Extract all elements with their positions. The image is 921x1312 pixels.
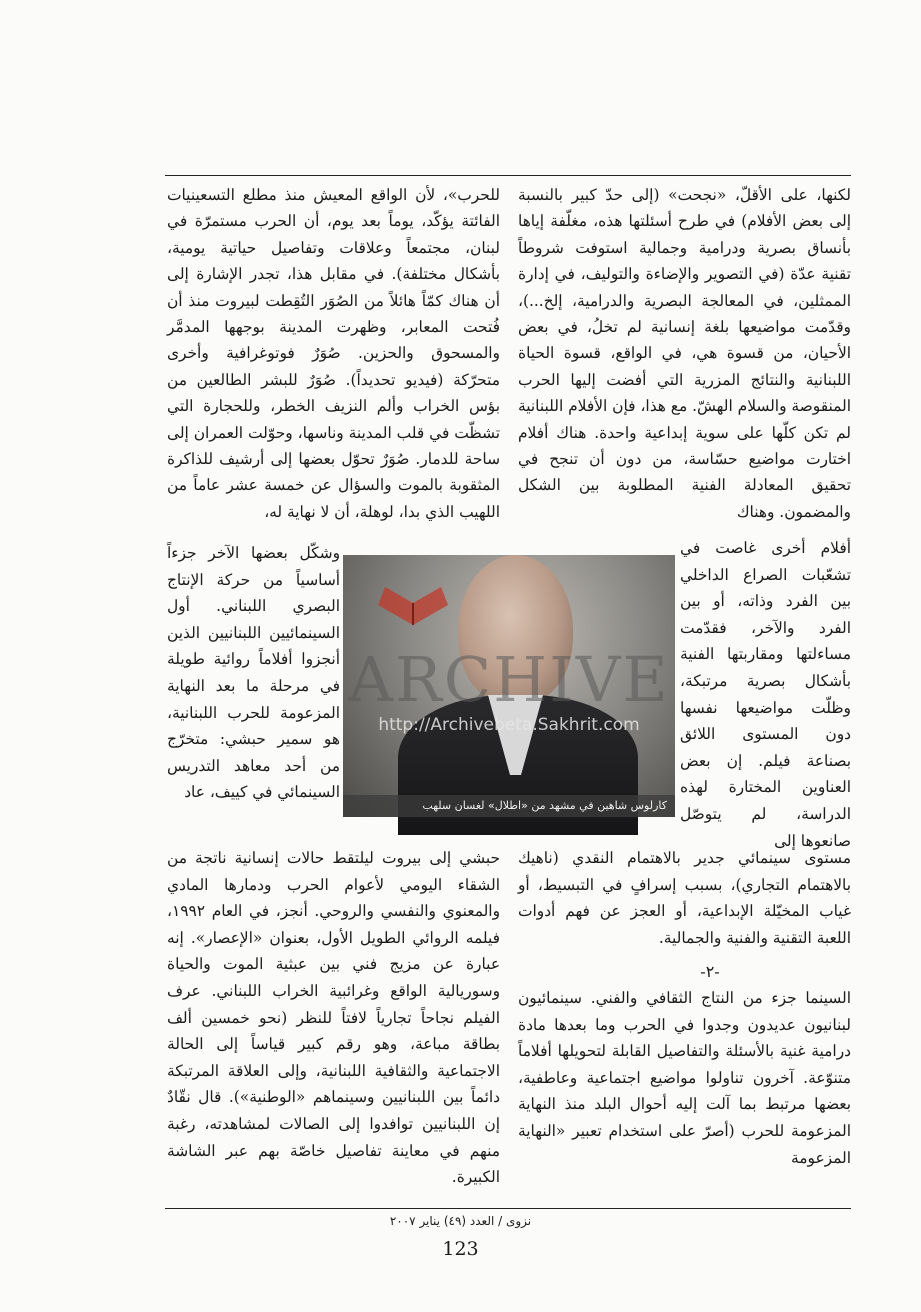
article-column-left-wrap: وشكّل بعضها الآخر جزءاً أساسياً من حركة الإنتاج البصري اللبناني. أول السينمائيين اللبنانيين الذين أنجزوا أفلاماً روائية طويلة في مرحلة ما بعد النهاية المزعومة للحرب اللبنانية، هو سمير حبشي: متخرّج من أحد معاهد التدريس السينمائي في كييف، عاد bbox=[167, 544, 340, 802]
bottom-rule bbox=[165, 1208, 851, 1209]
archive-book-logo-icon bbox=[373, 575, 453, 635]
article-column-right-section2: السينما جزء من النتاج الثقافي والفني. سينمائيون لبنانيون عديدون وجدوا في الحرب وما بعدها مادة درامية غنية بالأسئلة والتفاصيل القابلة لتحويلها أفلاماً متنوّعة. آخرون تناولوا مواضيع اجتماعية وعاطفية، بعضها مرتبط بما آلت إليه أحوال البلد منذ النهاية المزعومة للحرب (أصرّ على استخدام تعبير «النهاية المزعومة bbox=[518, 989, 851, 1167]
photo-caption: كارلوس شاهين في مشهد من «اطلال» لغسان سلهب bbox=[343, 795, 675, 817]
article-column-right-continued: مستوى سينمائي جدير بالاهتمام النقدي (ناهيك بالاهتمام التجاري)، بسبب إسرافٍ في التبسيط، أو غياب المخيّلة الإبداعية، أو العجز عن فهم أدوات اللعبة التقنية والفنية والجمالية. bbox=[518, 849, 851, 947]
article-column-left-continued: حبشي إلى بيروت ليلتقط حالات إنسانية ناتجة من الشقاء اليومي لأعوام الحرب ودمارها المادي والمعنوي والنفسي والروحي. أنجز، في العام ١٩٩٢، فيلمه الروائي الطويل الأول، بعنوان «الإعصار». إنه عبارة عن مزيج فني بين عبثية الموت والحياة وسوريالية الواقع وغرائبية الخراب اللبناني. عرف الفيلم نجاحاً تجارياً لافتاً للنظر (نحو خمسين ألف بطاقة مباعة، وهو رقم كبير قياساً إلى الحالة الاجتماعية والثقافية اللبنانية، وإلى العلاقة المرتبكة دائماً بين اللبنانيين وسينماهم «الوطنية»). قال نقّادٌ إن اللبنانيين توافدوا إلى الصالات لمشاهدته، رغبة منهم في معاينة تفاصيل خاصّة بهم عبر الشاشة الكبيرة. bbox=[167, 849, 500, 1187]
issue-footer: نزوى / العدد (٤٩) يناير ٢٠٠٧ bbox=[389, 1214, 532, 1228]
archive-watermark-url: http://Archivebeta.Sakhrit.com bbox=[378, 715, 640, 735]
top-rule bbox=[165, 175, 851, 176]
film-still-photo bbox=[343, 555, 675, 817]
article-column-left-top: للحرب»، لأن الواقع المعيش منذ مطلع التسعينيات الفائتة يؤكّد، يوماً بعد يوم، أن الحرب مستمرّة في لبنان، مجتمعاً وعلاقات وتفاصيل حياتية يومية، بأشكال مختلفة). في مقابل هذا، تجدر الإشارة إلى أن هناك كمّاً هائلاً من الصُوَر التُقِطت لبيروت منذ أن فُتحت المعابر، وظهرت المدينة بوجهها المدمَّر والمسحوق والحزين. صُوَرٌ فوتوغرافية وأخرى متحرّكة (فيديو تحديداً). صُوَرٌ للبشر الطالعين من بؤس الخراب وألم النزيف الخطر، وللحجارة التي تشظّت في قلب المدينة وناسها، وحوّلت العمران إلى ساحة للدمار. صُوَرٌ تحوّل بعضها إلى أرشيف للذاكرة المثقوبة بالموت والسؤال عن خمسة عشر عاماً من اللهيب الذي بدا، لوهلة، أن لا نهاية له، bbox=[167, 186, 500, 521]
section-number: -٢- bbox=[700, 962, 720, 981]
article-column-right-top: لكنها، على الأقلّ، «نجحت» (إلى حدّ كبير بالنسبة إلى بعض الأفلام) في طرح أسئلتها هذه، مغلّفة إياها بأنساق بصرية ودرامية وجمالية استوفت شروطاً تقنية عدّة (في التصوير والإضاءة والتوليف، في إدارة الممثلين، في المعالجة البصرية والدرامية، إلخ...)، وقدّمت مواضيعها بلغة إنسانية لم تخلُ، في بعض الأحيان، من قسوة هي، في الواقع، قسوة الحياة اللبنانية والنتائج المزرية التي أفضت إليها الحرب المنقوصة والسلام الهشّ. مع هذا، فإن الأفلام اللبنانية لم تكن كلّها على سوية إبداعية واحدة. هناك أفلام اختارت مواضيع حسّاسة، من دون أن تنجح في تحقيق المعادلة الفنية المطلوبة بين الشكل والمضمون. وهناك bbox=[518, 186, 851, 521]
archive-watermark: ARCHIVE bbox=[348, 643, 670, 716]
article-column-right-wrap: أفلام أخرى غاصت في تشعّبات الصراع الداخلي بين الفرد وذاته، أو بين الفرد والآخر، فقدّمت مساءلتها ومقاربتها الفنية بأشكال بصرية مرتبكة، وظلّت مواضيعها نفسها دون المستوى اللائق بصناعة فيلم. إن بعض العناوين المختارة لهذه الدراسة، لم يتوصّل صانعوها إلى bbox=[680, 539, 851, 850]
page-number: 123 bbox=[442, 1238, 479, 1260]
